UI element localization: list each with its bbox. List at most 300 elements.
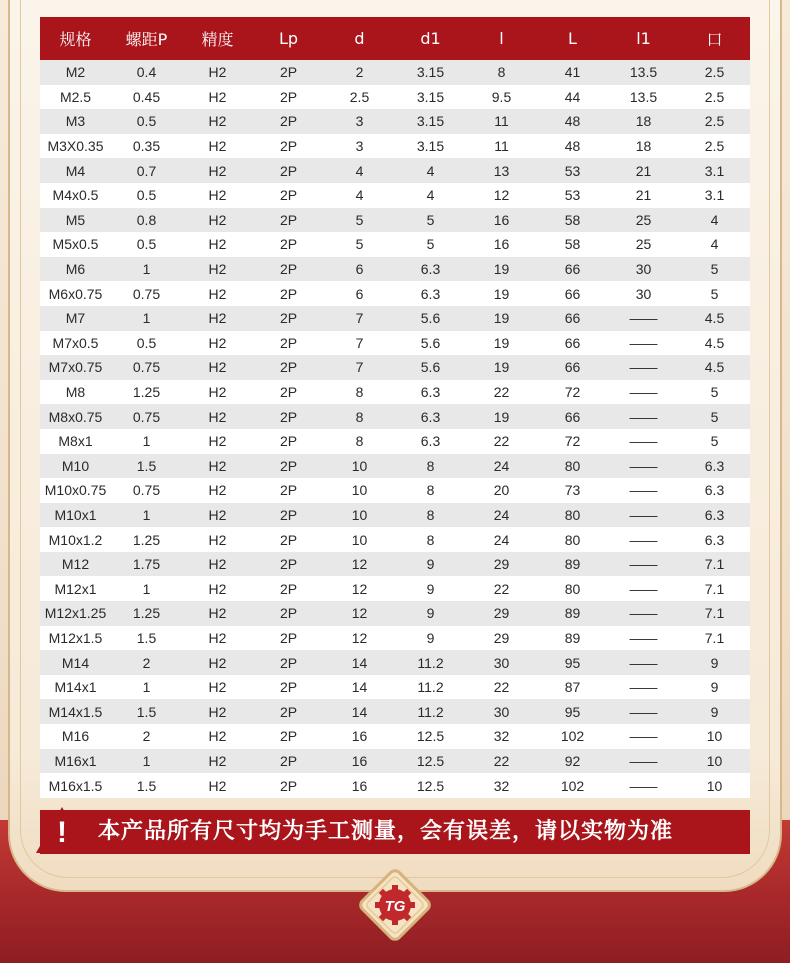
table-cell: 4 — [324, 183, 395, 208]
table-row — [40, 699, 750, 724]
table-cell: 6.3 — [395, 281, 466, 306]
table-row — [40, 281, 750, 306]
table-cell: H2 — [182, 183, 253, 208]
table-cell: 2P — [253, 109, 324, 134]
table-row — [40, 429, 750, 454]
table-cell: M5x0.5 — [40, 232, 111, 257]
table-cell: 12 — [466, 183, 537, 208]
table-cell: —— — [608, 601, 679, 626]
table-cell: 6.3 — [679, 454, 750, 479]
table-cell: 66 — [537, 404, 608, 429]
column-header: d — [324, 17, 395, 60]
table-cell: 53 — [537, 158, 608, 183]
table-cell: 0.4 — [111, 60, 182, 85]
table-cell: 3 — [324, 109, 395, 134]
table-cell: 2.5 — [324, 85, 395, 110]
table-cell: 13.5 — [608, 60, 679, 85]
table-cell: —— — [608, 380, 679, 405]
table-cell: 12 — [324, 552, 395, 577]
table-cell: H2 — [182, 650, 253, 675]
table-cell: 66 — [537, 306, 608, 331]
table-row — [40, 749, 750, 774]
table-cell: 0.75 — [111, 404, 182, 429]
table-cell: 66 — [537, 331, 608, 356]
table-cell: M2 — [40, 60, 111, 85]
table-cell: 9.5 — [466, 85, 537, 110]
table-cell: 21 — [608, 158, 679, 183]
table-cell: —— — [608, 724, 679, 749]
table-cell: 89 — [537, 626, 608, 651]
table-cell: H2 — [182, 355, 253, 380]
table-row — [40, 454, 750, 479]
table-cell: 19 — [466, 404, 537, 429]
table-row — [40, 650, 750, 675]
table-cell: 3 — [324, 134, 395, 159]
table-cell: 6 — [324, 281, 395, 306]
table-cell: H2 — [182, 404, 253, 429]
table-cell: H2 — [182, 724, 253, 749]
table-cell: 102 — [537, 724, 608, 749]
table-cell: 1.5 — [111, 454, 182, 479]
table-cell: 7.1 — [679, 601, 750, 626]
table-cell: 87 — [537, 675, 608, 700]
table-cell: 2.5 — [679, 85, 750, 110]
table-cell: 1.75 — [111, 552, 182, 577]
table-cell: 19 — [466, 257, 537, 282]
table-cell: 48 — [537, 134, 608, 159]
measurement-notice — [40, 810, 750, 854]
table-cell: H2 — [182, 85, 253, 110]
table-cell: M3 — [40, 109, 111, 134]
table-cell: H2 — [182, 109, 253, 134]
table-cell: 0.75 — [111, 355, 182, 380]
table-cell: 48 — [537, 109, 608, 134]
table-cell: 18 — [608, 109, 679, 134]
table-cell: 2P — [253, 503, 324, 528]
table-cell: H2 — [182, 281, 253, 306]
table-cell: 2P — [253, 626, 324, 651]
table-cell: 5.6 — [395, 306, 466, 331]
table-cell: 0.7 — [111, 158, 182, 183]
table-cell: 14 — [324, 699, 395, 724]
table-cell: 66 — [537, 281, 608, 306]
notice-text: 本产品所有尺寸均为手工测量，会有误差，请以实物为准 — [98, 819, 674, 844]
table-cell: 7 — [324, 306, 395, 331]
table-cell: —— — [608, 404, 679, 429]
table-cell: 1.25 — [111, 380, 182, 405]
table-cell: H2 — [182, 208, 253, 233]
table-cell: 72 — [537, 380, 608, 405]
table-cell: —— — [608, 552, 679, 577]
table-cell: 4 — [395, 158, 466, 183]
table-cell: 58 — [537, 208, 608, 233]
table-cell: 5 — [679, 380, 750, 405]
table-cell: 22 — [466, 749, 537, 774]
table-cell: —— — [608, 675, 679, 700]
table-cell: M10x1.2 — [40, 527, 111, 552]
table-cell: 8 — [395, 478, 466, 503]
table-cell: 80 — [537, 527, 608, 552]
table-cell: M10x0.75 — [40, 478, 111, 503]
table-row — [40, 527, 750, 552]
table-cell: 12 — [324, 626, 395, 651]
table-cell: H2 — [182, 626, 253, 651]
table-cell: —— — [608, 626, 679, 651]
table-cell: H2 — [182, 232, 253, 257]
table-cell: 89 — [537, 552, 608, 577]
table-cell: 4 — [395, 183, 466, 208]
table-cell: 9 — [395, 626, 466, 651]
table-row — [40, 576, 750, 601]
column-header: 螺距P — [111, 17, 182, 60]
table-cell: 10 — [324, 478, 395, 503]
table-cell: M14x1.5 — [40, 699, 111, 724]
table-cell: 1 — [111, 257, 182, 282]
column-header: l1 — [608, 17, 679, 60]
table-cell: 4.5 — [679, 306, 750, 331]
table-row — [40, 404, 750, 429]
table-row — [40, 503, 750, 528]
table-row — [40, 355, 750, 380]
table-row — [40, 134, 750, 159]
table-cell: —— — [608, 527, 679, 552]
table-cell: M16 — [40, 724, 111, 749]
table-cell: 13 — [466, 158, 537, 183]
table-row — [40, 158, 750, 183]
table-cell: 2P — [253, 552, 324, 577]
table-cell: 8 — [395, 503, 466, 528]
table-cell: H2 — [182, 503, 253, 528]
table-cell: 12.5 — [395, 749, 466, 774]
table-cell: H2 — [182, 257, 253, 282]
table-cell: H2 — [182, 527, 253, 552]
table-cell: 2.5 — [679, 60, 750, 85]
table-cell: H2 — [182, 576, 253, 601]
table-cell: 1.5 — [111, 626, 182, 651]
column-header: 口 — [679, 17, 750, 60]
table-cell: 0.5 — [111, 109, 182, 134]
table-cell: H2 — [182, 380, 253, 405]
table-cell: M14x1 — [40, 675, 111, 700]
table-cell: 24 — [466, 454, 537, 479]
table-cell: 12 — [324, 601, 395, 626]
table-cell: 14 — [324, 650, 395, 675]
table-cell: 1 — [111, 503, 182, 528]
table-cell: 29 — [466, 552, 537, 577]
table-cell: 3.1 — [679, 183, 750, 208]
table-cell: 7.1 — [679, 576, 750, 601]
table-cell: M7x0.5 — [40, 331, 111, 356]
table-cell: M8 — [40, 380, 111, 405]
table-cell: 29 — [466, 626, 537, 651]
table-cell: 11.2 — [395, 699, 466, 724]
table-cell: 9 — [679, 699, 750, 724]
table-cell: 2P — [253, 478, 324, 503]
table-cell: 12.5 — [395, 724, 466, 749]
column-header: 规格 — [40, 17, 111, 60]
table-cell: 0.5 — [111, 232, 182, 257]
table-cell: 6.3 — [395, 380, 466, 405]
table-cell: 2 — [111, 724, 182, 749]
column-header: Lp — [253, 17, 324, 60]
table-cell: M3X0.35 — [40, 134, 111, 159]
table-cell: —— — [608, 306, 679, 331]
table-cell: 5 — [679, 281, 750, 306]
table-cell: H2 — [182, 134, 253, 159]
gear-logo-icon — [356, 866, 434, 944]
table-cell: 9 — [679, 675, 750, 700]
table-cell: 2P — [253, 454, 324, 479]
table-cell: 18 — [608, 134, 679, 159]
table-cell: M12x1 — [40, 576, 111, 601]
table-cell: 32 — [466, 724, 537, 749]
table-cell: 4 — [324, 158, 395, 183]
table-cell: 25 — [608, 232, 679, 257]
table-cell: M4 — [40, 158, 111, 183]
column-header: L — [537, 17, 608, 60]
table-cell: 1.25 — [111, 527, 182, 552]
table-cell: H2 — [182, 331, 253, 356]
table-cell: 2 — [324, 60, 395, 85]
logo-text: TG — [384, 898, 406, 915]
table-row — [40, 306, 750, 331]
table-cell: 0.35 — [111, 134, 182, 159]
table-cell: 10 — [679, 773, 750, 798]
table-cell: 2P — [253, 60, 324, 85]
table-cell: 7.1 — [679, 626, 750, 651]
table-cell: 24 — [466, 503, 537, 528]
table-cell: 8 — [324, 404, 395, 429]
table-cell: H2 — [182, 699, 253, 724]
table-cell: 1 — [111, 749, 182, 774]
table-cell: 53 — [537, 183, 608, 208]
table-cell: 1 — [111, 576, 182, 601]
table-cell: 5 — [324, 232, 395, 257]
table-cell: M16x1.5 — [40, 773, 111, 798]
table-cell: 22 — [466, 429, 537, 454]
table-cell: 1.5 — [111, 773, 182, 798]
column-header: d1 — [395, 17, 466, 60]
table-cell: 8 — [324, 429, 395, 454]
table-cell: 10 — [679, 749, 750, 774]
table-cell: 6 — [324, 257, 395, 282]
spec-table — [40, 17, 750, 798]
table-cell: 72 — [537, 429, 608, 454]
table-cell: H2 — [182, 478, 253, 503]
column-header: l — [466, 17, 537, 60]
table-cell: 89 — [537, 601, 608, 626]
table-cell: 8 — [395, 527, 466, 552]
table-cell: 4.5 — [679, 355, 750, 380]
table-cell: 58 — [537, 232, 608, 257]
table-cell: 2P — [253, 724, 324, 749]
table-cell: 29 — [466, 601, 537, 626]
table-cell: M4x0.5 — [40, 183, 111, 208]
table-row — [40, 380, 750, 405]
table-cell: 2P — [253, 380, 324, 405]
table-cell: 6.3 — [395, 257, 466, 282]
table-cell: M12 — [40, 552, 111, 577]
table-cell: 2P — [253, 232, 324, 257]
table-cell: 9 — [395, 552, 466, 577]
table-cell: 3.15 — [395, 85, 466, 110]
warning-mark: ! — [57, 816, 67, 849]
table-cell: 9 — [395, 576, 466, 601]
table-cell: M6x0.75 — [40, 281, 111, 306]
table-cell: 2P — [253, 601, 324, 626]
table-cell: 2P — [253, 576, 324, 601]
table-cell: H2 — [182, 675, 253, 700]
table-cell: H2 — [182, 749, 253, 774]
table-row — [40, 85, 750, 110]
table-cell: 2P — [253, 773, 324, 798]
table-cell: 80 — [537, 576, 608, 601]
table-cell: —— — [608, 331, 679, 356]
table-cell: 2P — [253, 331, 324, 356]
table-cell: 2P — [253, 355, 324, 380]
table-cell: 2.5 — [679, 134, 750, 159]
table-cell: 16 — [466, 232, 537, 257]
table-cell: —— — [608, 650, 679, 675]
table-cell: 2P — [253, 404, 324, 429]
table-cell: 22 — [466, 380, 537, 405]
table-cell: 3.1 — [679, 158, 750, 183]
table-cell: 5 — [679, 429, 750, 454]
table-cell: 92 — [537, 749, 608, 774]
table-cell: 2P — [253, 85, 324, 110]
table-cell: 0.75 — [111, 478, 182, 503]
table-cell: 30 — [608, 281, 679, 306]
table-cell: 5.6 — [395, 355, 466, 380]
table-cell: 11 — [466, 109, 537, 134]
column-header: 精度 — [182, 17, 253, 60]
table-cell: —— — [608, 749, 679, 774]
table-cell: H2 — [182, 601, 253, 626]
table-cell: 1 — [111, 429, 182, 454]
table-cell: 24 — [466, 527, 537, 552]
table-cell: —— — [608, 429, 679, 454]
table-cell: 2P — [253, 699, 324, 724]
table-cell: 2P — [253, 650, 324, 675]
table-cell: H2 — [182, 552, 253, 577]
table-cell: 1.25 — [111, 601, 182, 626]
table-cell: 4 — [679, 208, 750, 233]
table-row — [40, 60, 750, 85]
table-cell: 6.3 — [679, 527, 750, 552]
table-cell: 2P — [253, 158, 324, 183]
table-cell: 22 — [466, 675, 537, 700]
table-cell: 19 — [466, 306, 537, 331]
table-cell: 6.3 — [395, 404, 466, 429]
table-cell: 2 — [111, 650, 182, 675]
table-cell: 8 — [466, 60, 537, 85]
table-cell: 6.3 — [395, 429, 466, 454]
table-cell: 12.5 — [395, 773, 466, 798]
table-cell: M5 — [40, 208, 111, 233]
table-cell: 0.5 — [111, 331, 182, 356]
table-cell: 0.5 — [111, 183, 182, 208]
table-cell: 4 — [679, 232, 750, 257]
table-row — [40, 257, 750, 282]
table-cell: 8 — [395, 454, 466, 479]
table-row — [40, 626, 750, 651]
table-cell: 12 — [324, 576, 395, 601]
table-row — [40, 675, 750, 700]
table-cell: 66 — [537, 355, 608, 380]
table-cell: 13.5 — [608, 85, 679, 110]
table-cell: 5 — [395, 208, 466, 233]
table-cell: 3.15 — [395, 134, 466, 159]
table-cell: M16x1 — [40, 749, 111, 774]
table-cell: 0.8 — [111, 208, 182, 233]
table-cell: 5 — [679, 404, 750, 429]
table-cell: M10x1 — [40, 503, 111, 528]
table-cell: M12x1.25 — [40, 601, 111, 626]
table-cell: —— — [608, 773, 679, 798]
table-cell: 7 — [324, 355, 395, 380]
spec-table-container — [40, 17, 750, 798]
table-cell: 0.75 — [111, 281, 182, 306]
table-cell: —— — [608, 576, 679, 601]
table-cell: M14 — [40, 650, 111, 675]
table-cell: —— — [608, 355, 679, 380]
table-cell: 2P — [253, 208, 324, 233]
table-cell: M2.5 — [40, 85, 111, 110]
table-cell: 2P — [253, 749, 324, 774]
table-cell: 102 — [537, 773, 608, 798]
table-cell: 19 — [466, 355, 537, 380]
table-cell: M7x0.75 — [40, 355, 111, 380]
table-row — [40, 552, 750, 577]
table-row — [40, 601, 750, 626]
table-cell: H2 — [182, 306, 253, 331]
table-cell: 16 — [324, 749, 395, 774]
table-cell: M12x1.5 — [40, 626, 111, 651]
table-cell: 25 — [608, 208, 679, 233]
table-cell: 2P — [253, 429, 324, 454]
table-cell: 30 — [608, 257, 679, 282]
table-cell: —— — [608, 478, 679, 503]
table-cell: M10 — [40, 454, 111, 479]
table-cell: 44 — [537, 85, 608, 110]
table-cell: M7 — [40, 306, 111, 331]
table-row — [40, 183, 750, 208]
table-row — [40, 478, 750, 503]
table-cell: 10 — [679, 724, 750, 749]
table-cell: 1 — [111, 675, 182, 700]
table-cell: M6 — [40, 257, 111, 282]
table-cell: 32 — [466, 773, 537, 798]
table-cell: 2P — [253, 675, 324, 700]
table-cell: 19 — [466, 331, 537, 356]
table-row — [40, 208, 750, 233]
table-cell: 10 — [324, 527, 395, 552]
table-cell: 2P — [253, 183, 324, 208]
table-cell: 7 — [324, 331, 395, 356]
table-body — [40, 60, 750, 798]
table-cell: 19 — [466, 281, 537, 306]
table-cell: 20 — [466, 478, 537, 503]
table-cell: 6.3 — [679, 503, 750, 528]
table-cell: 30 — [466, 699, 537, 724]
table-cell: 5 — [324, 208, 395, 233]
table-cell: 10 — [324, 503, 395, 528]
table-cell: 2P — [253, 257, 324, 282]
table-cell: 14 — [324, 675, 395, 700]
table-cell: 22 — [466, 576, 537, 601]
table-cell: H2 — [182, 158, 253, 183]
table-cell: 2P — [253, 134, 324, 159]
